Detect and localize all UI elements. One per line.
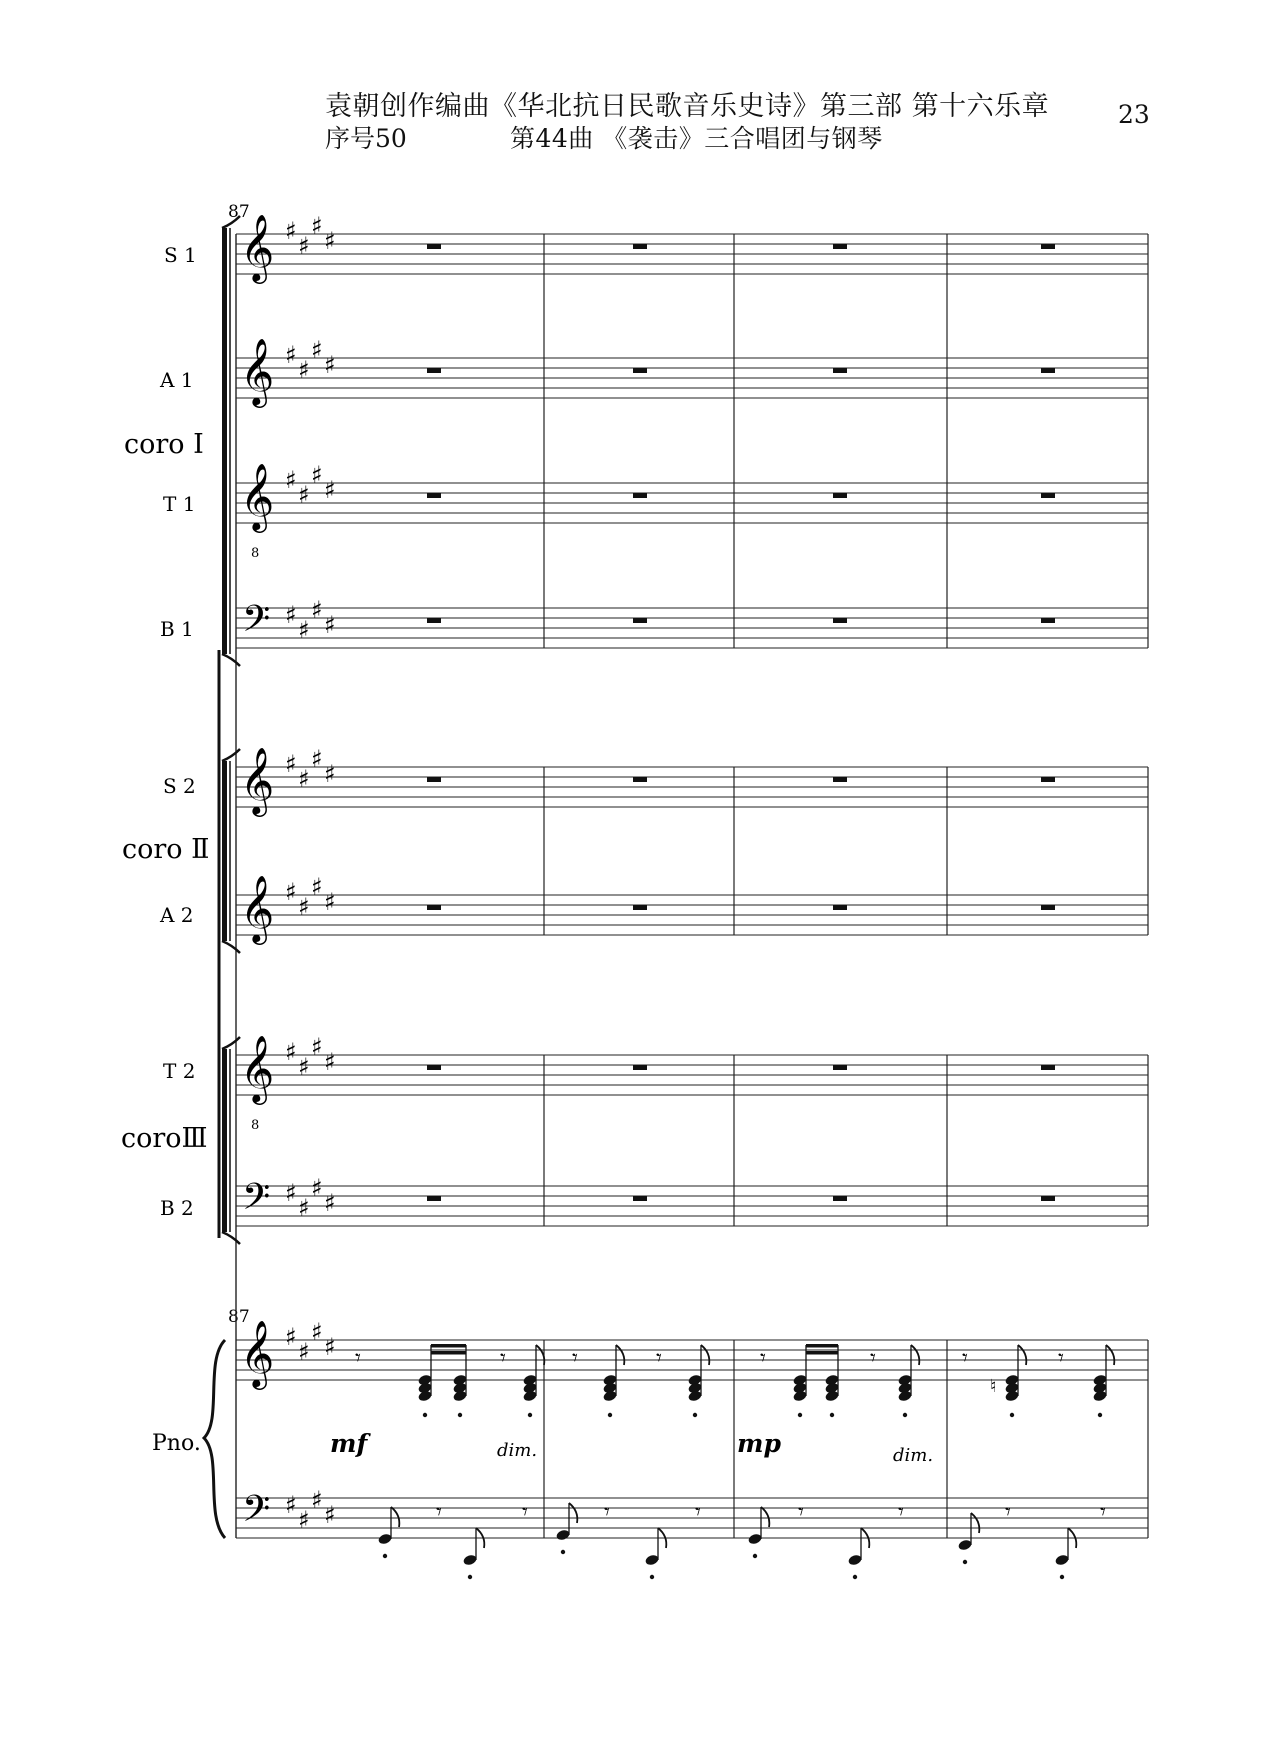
whole-rest	[1041, 905, 1055, 910]
sharp-icon: ♯	[285, 466, 297, 494]
vocal-staff	[236, 336, 1148, 408]
whole-rest	[633, 493, 647, 498]
score-title-line: 袁朝创作编曲《华北抗日民歌音乐史诗》第三部 第十六乐章	[325, 91, 1050, 122]
whole-rest	[427, 1065, 441, 1070]
sharp-icon: ♯	[311, 596, 323, 624]
treble-clef-icon: 𝄞	[240, 1319, 275, 1387]
treble-clef-icon: 𝄞	[240, 874, 275, 942]
whole-rest	[1041, 493, 1055, 498]
part-label-b1: B 1	[160, 617, 194, 641]
eighth-rest-icon: 𝄾	[1100, 1500, 1106, 1525]
page-number: 23	[1118, 100, 1150, 129]
sharp-icon: ♯	[298, 1194, 310, 1222]
sharp-icon: ♯	[311, 461, 323, 489]
sharp-icon: ♯	[311, 336, 323, 364]
part-label-a2: A 2	[160, 903, 194, 927]
whole-rest	[427, 493, 441, 498]
sharp-icon: ♯	[285, 341, 297, 369]
whole-rest	[833, 368, 847, 373]
vocal-staff	[236, 1174, 1148, 1227]
whole-rest	[833, 777, 847, 782]
score-sequence-number: 序号50	[325, 124, 407, 153]
svg-text:♮: ♮	[990, 1376, 997, 1397]
sharp-icon: ♯	[311, 1033, 323, 1061]
choir-label-2: coro Ⅱ	[122, 834, 210, 865]
measure-number: 87	[228, 202, 250, 222]
eighth-rest-icon: 𝄾	[436, 1500, 442, 1525]
sharp-icon: ♯	[324, 227, 336, 255]
sharp-icon: ♯	[324, 611, 336, 639]
choir-label-3: coroⅢ	[121, 1123, 208, 1154]
bass-clef-icon: 𝄢	[242, 598, 271, 649]
sharp-icon: ♯	[285, 217, 297, 245]
whole-rest	[427, 777, 441, 782]
whole-rest	[633, 618, 647, 623]
part-label-s2: S 2	[163, 774, 196, 798]
whole-rest	[633, 368, 647, 373]
sharp-icon: ♯	[324, 1048, 336, 1076]
score-piece-title: 第44曲 《袭击》三合唱团与钢琴	[510, 124, 883, 153]
eighth-rest-icon: 𝄾	[355, 1346, 361, 1371]
whole-rest	[1041, 368, 1055, 373]
bass-clef-icon: 𝄢	[242, 1176, 271, 1227]
sharp-icon: ♯	[298, 481, 310, 509]
dynamic-mf: mf	[330, 1429, 368, 1458]
sharp-icon: ♯	[324, 1501, 336, 1529]
eighth-rest-icon: 𝄾	[898, 1500, 904, 1525]
eighth-rest-icon: 𝄾	[572, 1346, 578, 1371]
eighth-rest-icon: 𝄾	[522, 1500, 528, 1525]
eighth-rest-icon: 𝄾	[1058, 1346, 1064, 1371]
sharp-icon: ♯	[311, 1486, 323, 1514]
sharp-icon: ♯	[324, 888, 336, 916]
sharp-icon: ♯	[311, 1318, 323, 1346]
treble-clef-icon: 𝄞	[240, 213, 275, 281]
whole-rest	[833, 493, 847, 498]
sharp-icon: ♯	[311, 212, 323, 240]
whole-rest	[833, 1196, 847, 1201]
sharp-icon: ♯	[285, 1323, 297, 1351]
eighth-rest-icon: 𝄾	[604, 1500, 610, 1525]
eighth-rest-icon: 𝄾	[798, 1500, 804, 1525]
whole-rest	[1041, 618, 1055, 623]
whole-rest	[1041, 1065, 1055, 1070]
whole-rest	[427, 618, 441, 623]
sharp-icon: ♯	[311, 1174, 323, 1202]
sharp-icon: ♯	[285, 601, 297, 629]
whole-rest	[1041, 777, 1055, 782]
sharp-icon: ♯	[298, 765, 310, 793]
whole-rest	[633, 905, 647, 910]
vocal-staff	[236, 461, 1148, 561]
sharp-icon: ♯	[298, 1053, 310, 1081]
sharp-icon: ♯	[324, 1333, 336, 1361]
part-label-b2: B 2	[160, 1196, 194, 1220]
dynamic-dim-1: dim.	[497, 1440, 538, 1461]
dynamic-dim-2: dim.	[893, 1445, 934, 1466]
sharp-icon: ♯	[285, 1038, 297, 1066]
whole-rest	[1041, 244, 1055, 249]
eighth-rest-icon: 𝄾	[870, 1346, 876, 1371]
vocal-staff	[236, 745, 1148, 817]
whole-rest	[427, 905, 441, 910]
staff-system	[204, 212, 1148, 1579]
sharp-icon: ♯	[285, 1491, 297, 1519]
sharp-icon: ♯	[298, 1506, 310, 1534]
treble-clef-icon: 𝄞	[240, 337, 275, 405]
whole-rest	[427, 1196, 441, 1201]
whole-rest	[833, 244, 847, 249]
sharp-icon: ♯	[298, 616, 310, 644]
sharp-icon: ♯	[324, 351, 336, 379]
svg-text:8: 8	[251, 546, 260, 561]
sharp-icon: ♯	[311, 745, 323, 773]
whole-rest	[427, 368, 441, 373]
eighth-rest-icon: 𝄾	[695, 1500, 701, 1525]
bass-clef-icon: 𝄢	[242, 1488, 271, 1539]
eighth-rest-icon: 𝄾	[962, 1346, 968, 1371]
piano-measure-number: 87	[228, 1307, 250, 1327]
choir-label-1: coro Ⅰ	[124, 429, 204, 460]
part-label-a1: A 1	[160, 368, 194, 392]
vocal-staff	[236, 1033, 1148, 1133]
sharp-icon: ♯	[324, 476, 336, 504]
whole-rest	[833, 905, 847, 910]
whole-rest	[633, 1065, 647, 1070]
sharp-icon: ♯	[298, 356, 310, 384]
treble-clef-icon: 𝄞	[240, 462, 275, 530]
part-label-s1: S 1	[164, 243, 197, 267]
whole-rest	[633, 244, 647, 249]
vocal-staff	[236, 212, 1148, 284]
whole-rest	[833, 618, 847, 623]
eighth-rest-icon: 𝄾	[656, 1346, 662, 1371]
dynamic-mp: mp	[737, 1429, 781, 1458]
piano-label: Pno.	[152, 1431, 201, 1456]
whole-rest	[833, 1065, 847, 1070]
sharp-icon: ♯	[285, 878, 297, 906]
sharp-icon: ♯	[311, 873, 323, 901]
whole-rest	[1041, 1196, 1055, 1201]
sharp-icon: ♯	[285, 750, 297, 778]
sharp-icon: ♯	[324, 760, 336, 788]
eighth-rest-icon: 𝄾	[1005, 1500, 1011, 1525]
sharp-icon: ♯	[285, 1179, 297, 1207]
sharp-icon: ♯	[298, 232, 310, 260]
eighth-rest-icon: 𝄾	[500, 1346, 506, 1371]
sharp-icon: ♯	[324, 1189, 336, 1217]
vocal-staff	[236, 873, 1148, 945]
sharp-icon: ♯	[298, 1338, 310, 1366]
sharp-icon: ♯	[298, 893, 310, 921]
svg-text:8: 8	[251, 1118, 260, 1133]
vocal-staff	[236, 596, 1148, 649]
piano-left-hand-staff	[236, 1486, 1148, 1539]
part-label-t1: T 1	[163, 492, 196, 516]
treble-clef-icon: 𝄞	[240, 746, 275, 814]
eighth-rest-icon: 𝄾	[760, 1346, 766, 1371]
whole-rest	[427, 244, 441, 249]
treble-clef-icon: 𝄞	[240, 1034, 275, 1102]
whole-rest	[633, 777, 647, 782]
whole-rest	[633, 1196, 647, 1201]
part-label-t2: T 2	[163, 1059, 196, 1083]
